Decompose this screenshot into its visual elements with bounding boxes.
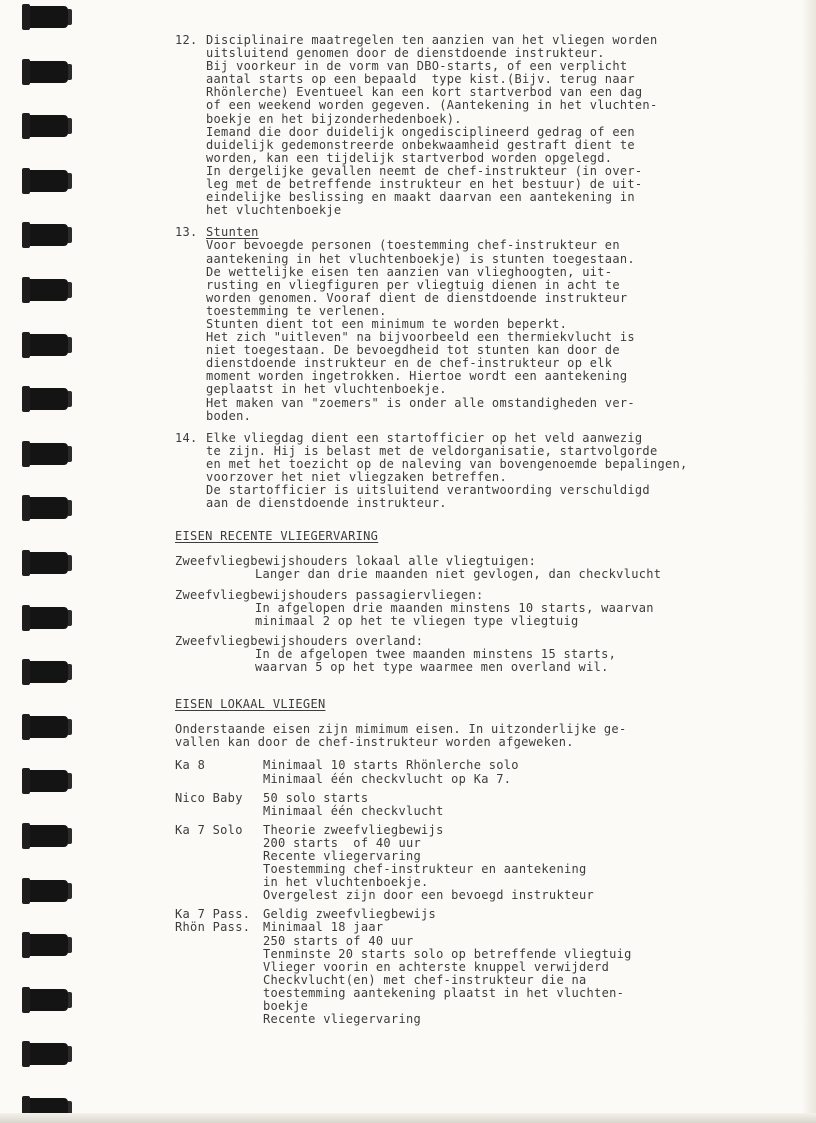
text-line: Toestemming chef-instrukteur en aantekening [263, 862, 587, 877]
binding-ring [28, 934, 68, 956]
text-line: worden, kan een tijdelijk startverbod worden opgelegd. [206, 150, 613, 165]
binding-ring [28, 334, 68, 356]
text-line: Voor bevoegde personen (toestemming chef-instrukteur en [206, 238, 620, 253]
text-line: worden genomen. Vooraf dient de dienstdoende instrukteur [206, 290, 628, 305]
text-line: moment worden ingetrokken. Hiertoe wordt een aantekening [206, 369, 628, 384]
text-line: minimaal 2 op het te vliegen type vliegtuig [255, 613, 579, 628]
text-line: Minimaal 10 starts Rhönlerche solo [263, 758, 519, 773]
text-line: of een weekend worden gegeven. (Aantekening in het vluchten- [206, 98, 658, 113]
text-line: boekje [263, 999, 309, 1013]
section-heading-lokaal: EISEN LOKAAL VLIEGEN [175, 697, 326, 712]
binding-ring [28, 6, 68, 28]
requirement-row-nico-baby [175, 792, 735, 818]
binding-ring [28, 388, 68, 410]
text-line: aantal starts op een bepaald type kist.(Bijv. terug naar [206, 72, 635, 87]
text-line: het vluchtenboekje [206, 203, 342, 218]
text-line: leg met de betreffende instrukteur en het bestuur) de uit- [206, 177, 643, 192]
aircraft-name: Rhön Pass. [175, 920, 251, 935]
text-line: Theorie zweefvliegbewijs [263, 822, 444, 837]
text-line: Minimaal 18 jaar [263, 920, 384, 935]
section-heading-recent: EISEN RECENTE VLIEGERVARING [175, 529, 379, 544]
text-line: toestemming aantekening plaatst in het vluchten- [263, 985, 625, 1000]
text-line: Vlieger voorin en achterste knuppel verwijderd [263, 959, 610, 974]
text-line: aan de dienstdoende instrukteur. [206, 496, 447, 511]
text-line: en met het toezicht op de naleving van bovengenoemde bepalingen, [206, 456, 688, 471]
aircraft-label [175, 908, 263, 1026]
binding-ring [28, 989, 68, 1011]
text-line: niet toegestaan. De bevoegdheid tot stunten kan door de [206, 343, 620, 358]
text-line: dienstdoende instrukteur en de chef-instrukteur op elk [206, 356, 613, 371]
text-line: aantekening in het vluchtenboekje) is stunten toegestaan. [206, 251, 635, 266]
text-line: in het vluchtenboekje. [263, 875, 429, 890]
page-bottom-edge [0, 1113, 816, 1123]
text-line: waarvan 5 op het type waarmee men overland wil. [255, 660, 609, 675]
block-label: Zweefvliegbewijshouders passagiervliegen: [175, 587, 484, 602]
text-line: Rhönlerche) Eventueel kan een kort startverbod van een dag [206, 85, 643, 100]
binding-ring [28, 552, 68, 574]
rule-body [206, 34, 735, 217]
text-line: Minimaal één checkvlucht op Ka 7. [263, 771, 512, 786]
text-line: Disciplinaire maatregelen ten aanzien van het vliegen worden [206, 33, 658, 47]
requirement-lines [263, 908, 735, 1026]
binding-ring [28, 61, 68, 83]
rule-number: 14. [175, 430, 198, 445]
recent-block [175, 589, 735, 628]
page-edge-shadow [802, 0, 816, 1123]
binding-ring [28, 770, 68, 792]
text-line: Iemand die door duidelijk ongedisciplineerd gedrag of een [206, 124, 635, 139]
text-line: Bij voorkeur in de vorm van DBO-starts, of een verplicht [206, 59, 628, 74]
rule-body [206, 226, 735, 422]
rule-body [206, 432, 735, 511]
document-content [175, 34, 735, 1032]
requirement-row-ka8 [175, 759, 735, 785]
intro-paragraph [175, 723, 735, 749]
requirement-lines [263, 824, 735, 903]
rule-number: 13. [175, 225, 198, 240]
text-line: Geldig zweefvliegbewijs [263, 907, 437, 922]
text-line: Checkvlucht(en) met chef-instrukteur die na [263, 972, 587, 987]
text-line: Stunten dient tot een minimum te worden beperkt. [206, 316, 568, 331]
text-line: toestemming te verlenen. [206, 303, 387, 318]
binding-ring [28, 115, 68, 137]
rule-item-13 [175, 226, 735, 422]
requirement-lines [263, 792, 735, 818]
text-line: duidelijk gedemonstreerde onbekwaamheid gestraft dient te [206, 137, 635, 152]
requirement-row-ka7-solo [175, 824, 735, 903]
rule-title: Stunten [206, 225, 259, 240]
requirement-row-passenger [175, 908, 735, 1026]
text-line: 200 starts of 40 uur [263, 835, 422, 850]
text-line: De startofficier is uitsluitend verantwoording verschuldigd [206, 483, 650, 498]
text-line: Tenminste 20 starts solo op betreffende vliegtuig [263, 946, 632, 961]
rule-item-14 [175, 432, 735, 511]
binding-ring [28, 497, 68, 519]
text-line: Langer dan drie maanden niet gevlogen, dan checkvlucht [255, 567, 662, 582]
text-line: 50 solo starts [263, 790, 369, 805]
text-line: De wettelijke eisen ten aanzien van vlieghoogten, uit- [206, 264, 613, 279]
block-label: Zweefvliegbewijshouders overland: [175, 633, 424, 648]
aircraft-name: Ka 7 Solo [175, 822, 243, 837]
spiral-binding [0, 0, 72, 1123]
aircraft-name: Ka 7 Pass. [175, 907, 251, 922]
binding-ring [28, 661, 68, 683]
text-line: Elke vliegdag dient een startofficier op het veld aanwezig [206, 430, 643, 445]
binding-ring [28, 443, 68, 465]
text-line: Het zich "uitleven" na bijvoorbeeld een thermiekvlucht is [206, 330, 635, 345]
text-line: In de afgelopen twee maanden minstens 15 starts, [255, 646, 617, 661]
block-label: Zweefvliegbewijshouders lokaal alle vliegtuigen: [175, 554, 537, 569]
text-line: boden. [206, 408, 252, 423]
binding-ring [28, 170, 68, 192]
recent-block [175, 555, 735, 581]
aircraft-label [175, 759, 263, 785]
rule-number: 12. [175, 33, 198, 47]
text-line: Het maken van "zoemers" is onder alle omstandigheden ver- [206, 395, 635, 410]
text-line: uitsluitend genomen door de dienstdoende instrukteur. [206, 46, 605, 61]
text-line: geplaatst in het vluchtenboekje. [206, 382, 447, 397]
text-line: In afgelopen drie maanden minstens 10 starts, waarvan [255, 600, 654, 615]
binding-ring [28, 880, 68, 902]
aircraft-label [175, 824, 263, 903]
rule-item-12 [175, 34, 735, 217]
binding-ring [28, 224, 68, 246]
aircraft-name: Ka 8 [175, 758, 206, 773]
aircraft-label [175, 792, 263, 818]
binding-ring [28, 825, 68, 847]
binding-ring [28, 607, 68, 629]
recent-block [175, 635, 735, 674]
binding-ring [28, 1043, 68, 1065]
text-line: Recente vliegervaring [263, 1012, 422, 1027]
text-line: boekje en het bijzonderhedenboek). [206, 111, 462, 126]
text-line: Recente vliegervaring [263, 848, 422, 863]
text-line: vallen kan door de chef-instrukteur worden afgeweken. [175, 735, 574, 750]
text-line: Overgelest zijn door een bevoegd instrukteur [263, 888, 595, 903]
text-line: Minimaal één checkvlucht [263, 803, 444, 818]
aircraft-name: Nico Baby [175, 790, 243, 805]
text-line: 250 starts of 40 uur [263, 933, 414, 948]
text-line: eindelijke beslissing en maakt daarvan een aantekening in [206, 190, 635, 205]
requirement-lines [263, 759, 735, 785]
text-line: rusting en vliegfiguren per vliegtuig dienen in acht te [206, 277, 620, 292]
text-line: voorzover het niet vliegzaken betreffen. [206, 470, 507, 484]
text-line: Onderstaande eisen zijn mimimum eisen. In uitzonderlijke ge- [175, 722, 627, 737]
binding-ring [28, 716, 68, 738]
binding-ring [28, 279, 68, 301]
text-line: te zijn. Hij is belast met de veldorganisatie, startvolgorde [206, 443, 658, 458]
text-line: In dergelijke gevallen neemt de chef-instrukteur (in over- [206, 163, 643, 178]
